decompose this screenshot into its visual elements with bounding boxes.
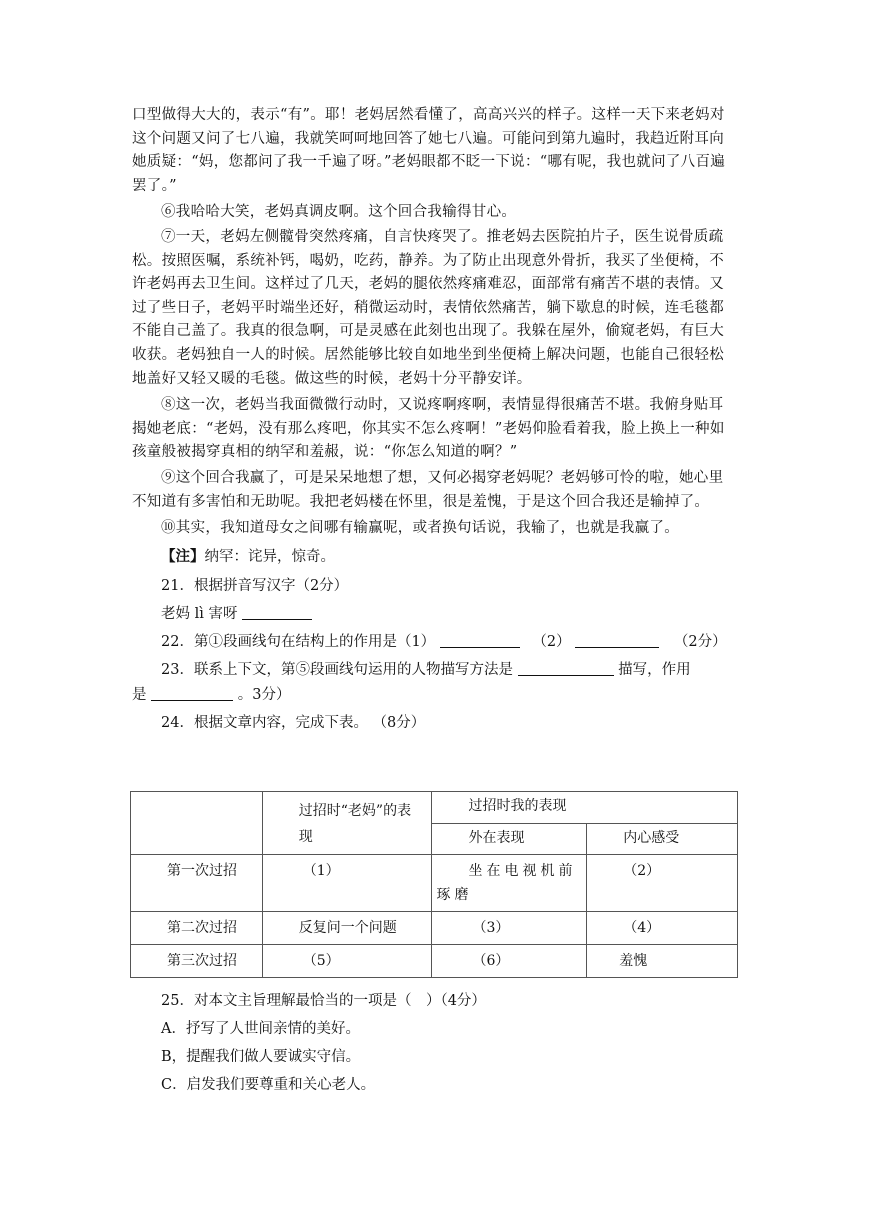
q22-label-2: （2） [532,634,571,650]
q23-text-2: 描写，作用 [618,662,691,678]
row-2-label: 第二次过招 [167,920,237,936]
q23-blank-1[interactable] [518,659,614,676]
q23-text: 23．联系上下文，第⑤段画线句运用的人物描写方法是 [161,662,513,678]
table-row [131,945,738,978]
q22-text: 22．第①段画线句在结构上的作用是（1） [161,634,436,650]
row-2-outer: （3） [472,920,510,936]
header-me: 过招时我的表现 [468,798,567,814]
q23-blank-2[interactable] [151,684,233,701]
row-2-mom: 反复问一个问题 [298,920,397,936]
q21-prompt: 老妈 lì 害呀 [161,606,238,622]
header-mom: 过招时“老妈”的表现 [298,803,412,845]
row-1-inner: （2） [623,863,661,879]
paragraph-6: ⑥我哈哈大笑，老妈真调皮啊。这个回合我输得甘心。 [161,204,517,220]
q22-points: （2分） [673,634,727,650]
header-outer-cell [432,823,587,855]
q22-blank-1[interactable] [440,631,520,648]
row-3-outer: （6） [472,953,510,969]
option-a[interactable]: A．抒写了人世间亲情的美好。 [161,1021,360,1037]
annotation-note [161,546,771,568]
q22-blank-2[interactable] [575,631,659,648]
question-22 [161,631,771,653]
paragraph-7: ⑦一天，老妈左侧髋骨突然疼痛，自言快疼哭了。推老妈去医院拍片子，医生说骨质疏松。按照医嘱，系统补钙，喝奶，吃药，静养。为了防止出现意外骨折，我买了坐便椅，不许老妈再去卫生间。这样过了几天，老妈的腿依然疼痛难忍，面部常有痛苦不堪的表情。又过了些日子，老妈平时端坐还好，稍微运动时，表情依然痛苦，躺下歇息的时候，连毛毯都不能自己盖了。我真的很急啊，可是灵感在此刻也出现了。我躲在屋外，偷窥老妈，有巨大收获。老妈独自一人的时候。居然能够比较自如地坐到坐便椅上解决问题，也能自己很轻松地盖好又轻又暖的毛毯。做这些的时候，老妈十分平静安详。 [132,229,724,387]
question-23-line2 [132,684,742,706]
row-3-inner: 羞愧 [619,953,648,969]
option-b[interactable]: B，提醒我们做人要诚实守信。 [161,1049,361,1065]
question-21-item [161,603,771,625]
table-header-row [131,792,738,824]
paragraph-9: ⑨这个回合我赢了，可是呆呆地想了想，又何必揭穿老妈呢？老妈够可怜的啦，她心里不知道有多害怕和无助呢。我把老妈楼在怀里，很是羞愧，于是这个回合我还是输掉了。 [132,470,724,510]
header-outer: 外在表现 [468,829,525,846]
note-label: 【注】 [161,548,205,565]
question-25: 25．对本文主旨理解最恰当的一项是（ ）（4分） [161,993,486,1009]
row-1-label: 第一次过招 [167,863,237,879]
question-21: 21．根据拼音写汉字（2分） [161,578,349,594]
q23-points: 。3分） [237,687,291,703]
header-inner: 内心感受 [623,829,680,846]
question-23-line1 [161,659,771,681]
note-text: 纳罕：诧异，惊奇。 [204,549,335,565]
paragraph-continued: 口型做得大大的，表示“有”。耶！老妈居然看懂了，高高兴兴的样子。这样一天下来老妈对这个问题又问了七八遍，我就笑呵呵地回答了她七八遍。可能问到第九遍时，我趋近附耳向她质疑：“妈，您都问了我一千遍了呀。”老妈眼都不眨一下说：“哪有呢，我也就问了八百遍罢了。” [132,107,726,194]
table-row [131,855,738,912]
paragraph-10: ⑩其实，我知道母女之间哪有输赢呢，或者换句话说，我输了，也就是我赢了。 [161,520,679,536]
q21-answer-blank[interactable] [242,603,312,620]
row-1-mom: （1） [302,863,340,879]
header-inner-cell [587,823,738,855]
answer-table [130,791,738,978]
table-corner-cell [131,792,263,855]
paragraph-8: ⑧这一次，老妈当我面微微行动时，又说疼啊疼啊，表情显得很痛苦不堪。我俯身贴耳揭她老底：“老妈，没有那么疼吧，你其实不怎么疼啊！”老妈仰脸看着我，脸上换上一种如孩童般被揭穿真相的纳罕和羞赧，说：“你怎么知道的啊？” [132,397,725,461]
header-me-cell [432,792,738,824]
question-24: 24．根据文章内容，完成下表。 （8分） [161,715,426,731]
row-3-label: 第三次过招 [167,953,237,969]
row-2-inner: （4） [623,920,661,936]
row-3-mom: （5） [302,953,340,969]
header-mom-cell [262,792,432,855]
table-row [131,912,738,945]
row-1-outer: 坐在电视机前琢磨 [436,863,577,903]
q23-text-3: 是 [132,687,147,703]
option-c[interactable]: C．启发我们要尊重和关心老人。 [161,1077,376,1093]
